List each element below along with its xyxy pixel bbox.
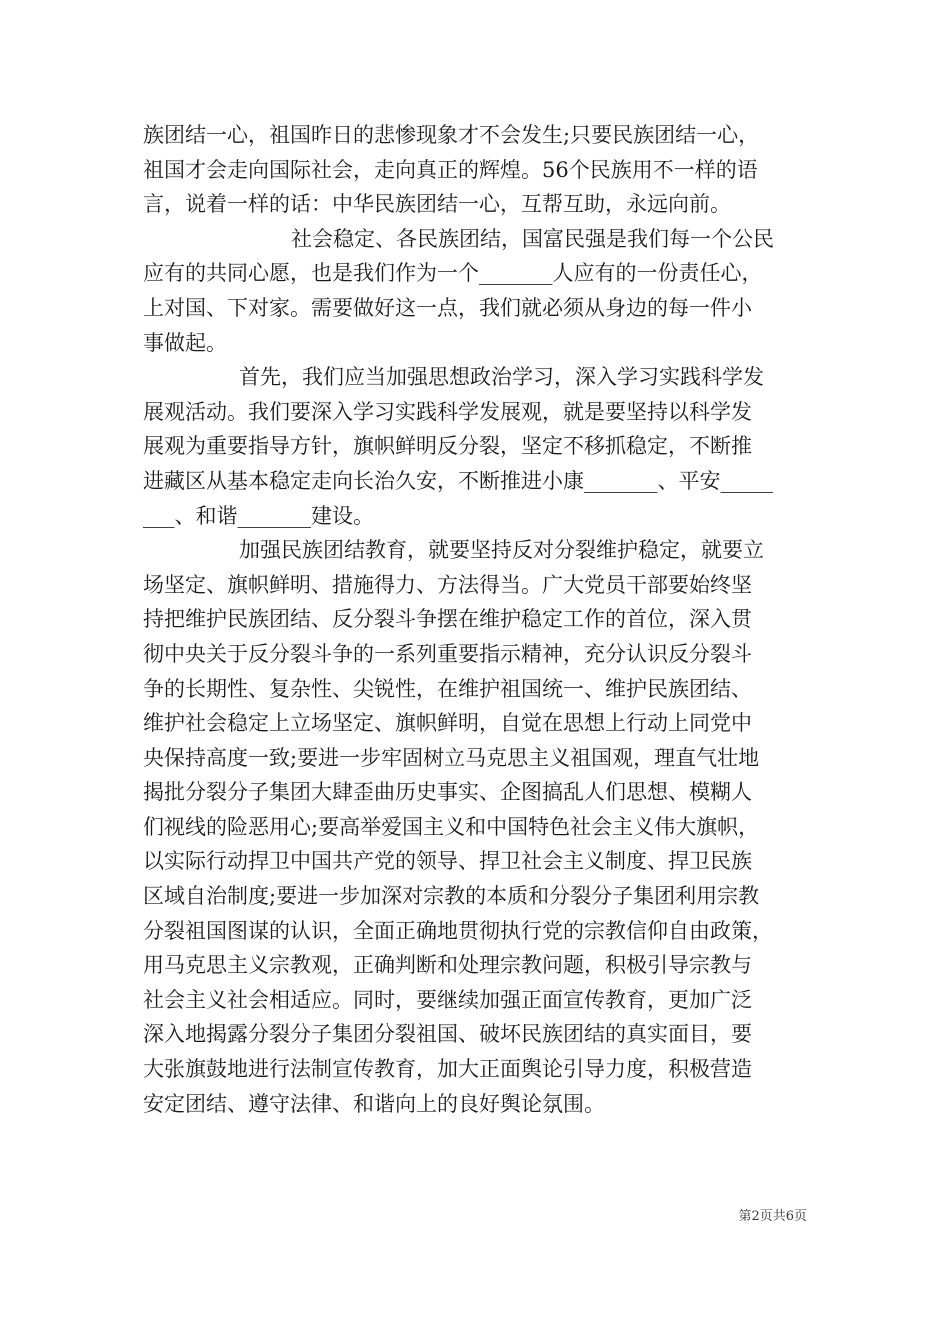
text-line: 进藏区从基本稳定走向长治久安，不断推进小康_______、平安_____ — [143, 468, 773, 493]
text-line: 展观活动。我们要深入学习实践科学发展观，就是要坚持以科学发 — [143, 399, 752, 424]
text-line: 区域自治制度;要进一步加深对宗教的本质和分裂分子集团利用宗教 — [143, 884, 760, 909]
text-line: 大张旗鼓地进行法制宣传教育，加大正面舆论引导力度，积极营造 — [143, 1057, 752, 1082]
text-line: 祖国才会走向国际社会，走向真正的辉煌。56个民族用不一样的语 — [143, 157, 758, 182]
text-line: 维护社会稳定上立场坚定、旗帜鲜明，自觉在思想上行动上同党中 — [143, 711, 752, 736]
text-line: 展观为重要指导方针，旗帜鲜明反分裂，坚定不移抓稳定，不断推 — [143, 434, 752, 459]
text-line: 揭批分裂分子集团大肆歪曲历史事实、企图搞乱人们思想、模糊人 — [143, 780, 752, 805]
text-line: 应有的共同心愿，也是我们作为一个_______人应有的一份责任心， — [143, 261, 763, 286]
text-line: 安定团结、遵守法律、和谐向上的良好舆论氛围。 — [143, 1091, 605, 1116]
paragraph-start-line: 加强民族团结教育，就要坚持反对分裂维护稳定，就要立 — [239, 538, 764, 563]
text-line: 言，说着一样的话：中华民族团结一心，互帮互助，永远向前。 — [143, 192, 731, 217]
text-line: 事做起。 — [143, 330, 227, 355]
text-line: 持把维护民族团结、反分裂斗争摆在维护稳定工作的首位，深入贯 — [143, 607, 752, 632]
text-line: 深入地揭露分裂分子集团分裂祖国、破坏民族团结的真实面目，要 — [143, 1022, 752, 1047]
text-line: 分裂祖国图谋的认识，全面正确地贯彻执行党的宗教信仰自由政策， — [143, 918, 773, 943]
text-line: 社会主义社会相适应。同时，要继续加强正面宣传教育，更加广泛 — [143, 987, 752, 1012]
text-line: 彻中央关于反分裂斗争的一系列重要指示精神，充分认识反分裂斗 — [143, 641, 752, 666]
text-line: 以实际行动捍卫中国共产党的领导、捍卫社会主义制度、捍卫民族 — [143, 849, 752, 874]
text-line: ___、和谐_______建设。 — [143, 503, 374, 528]
text-line: 用马克思主义宗教观，正确判断和处理宗教问题，积极引导宗教与 — [143, 953, 752, 978]
text-line: 们视线的险恶用心;要高举爱国主义和中国特色社会主义伟大旗帜， — [143, 814, 760, 839]
body-text — [143, 118, 811, 1121]
text-line: 场坚定、旗帜鲜明、措施得力、方法得当。广大党员干部要始终坚 — [143, 572, 752, 597]
text-line: 上对国、下对家。需要做好这一点，我们就必须从身边的每一件小 — [143, 295, 752, 320]
text-line: 族团结一心，祖国昨日的悲惨现象才不会发生;只要民族团结一心， — [143, 123, 760, 147]
paragraph-start-line: 社会稳定、各民族团结，国富民强是我们每一个公民 — [291, 226, 774, 251]
text-line: 央保持高度一致;要进一步牢固树立马克思主义祖国观，理直气壮地 — [143, 745, 760, 770]
paragraph-start-line: 首先，我们应当加强思想政治学习，深入学习实践科学发 — [239, 365, 764, 390]
text-line: 争的长期性、复杂性、尖锐性，在维护祖国统一、维护民族团结、 — [143, 676, 752, 701]
page-number-footer: 第2页共6页 — [738, 1209, 807, 1224]
